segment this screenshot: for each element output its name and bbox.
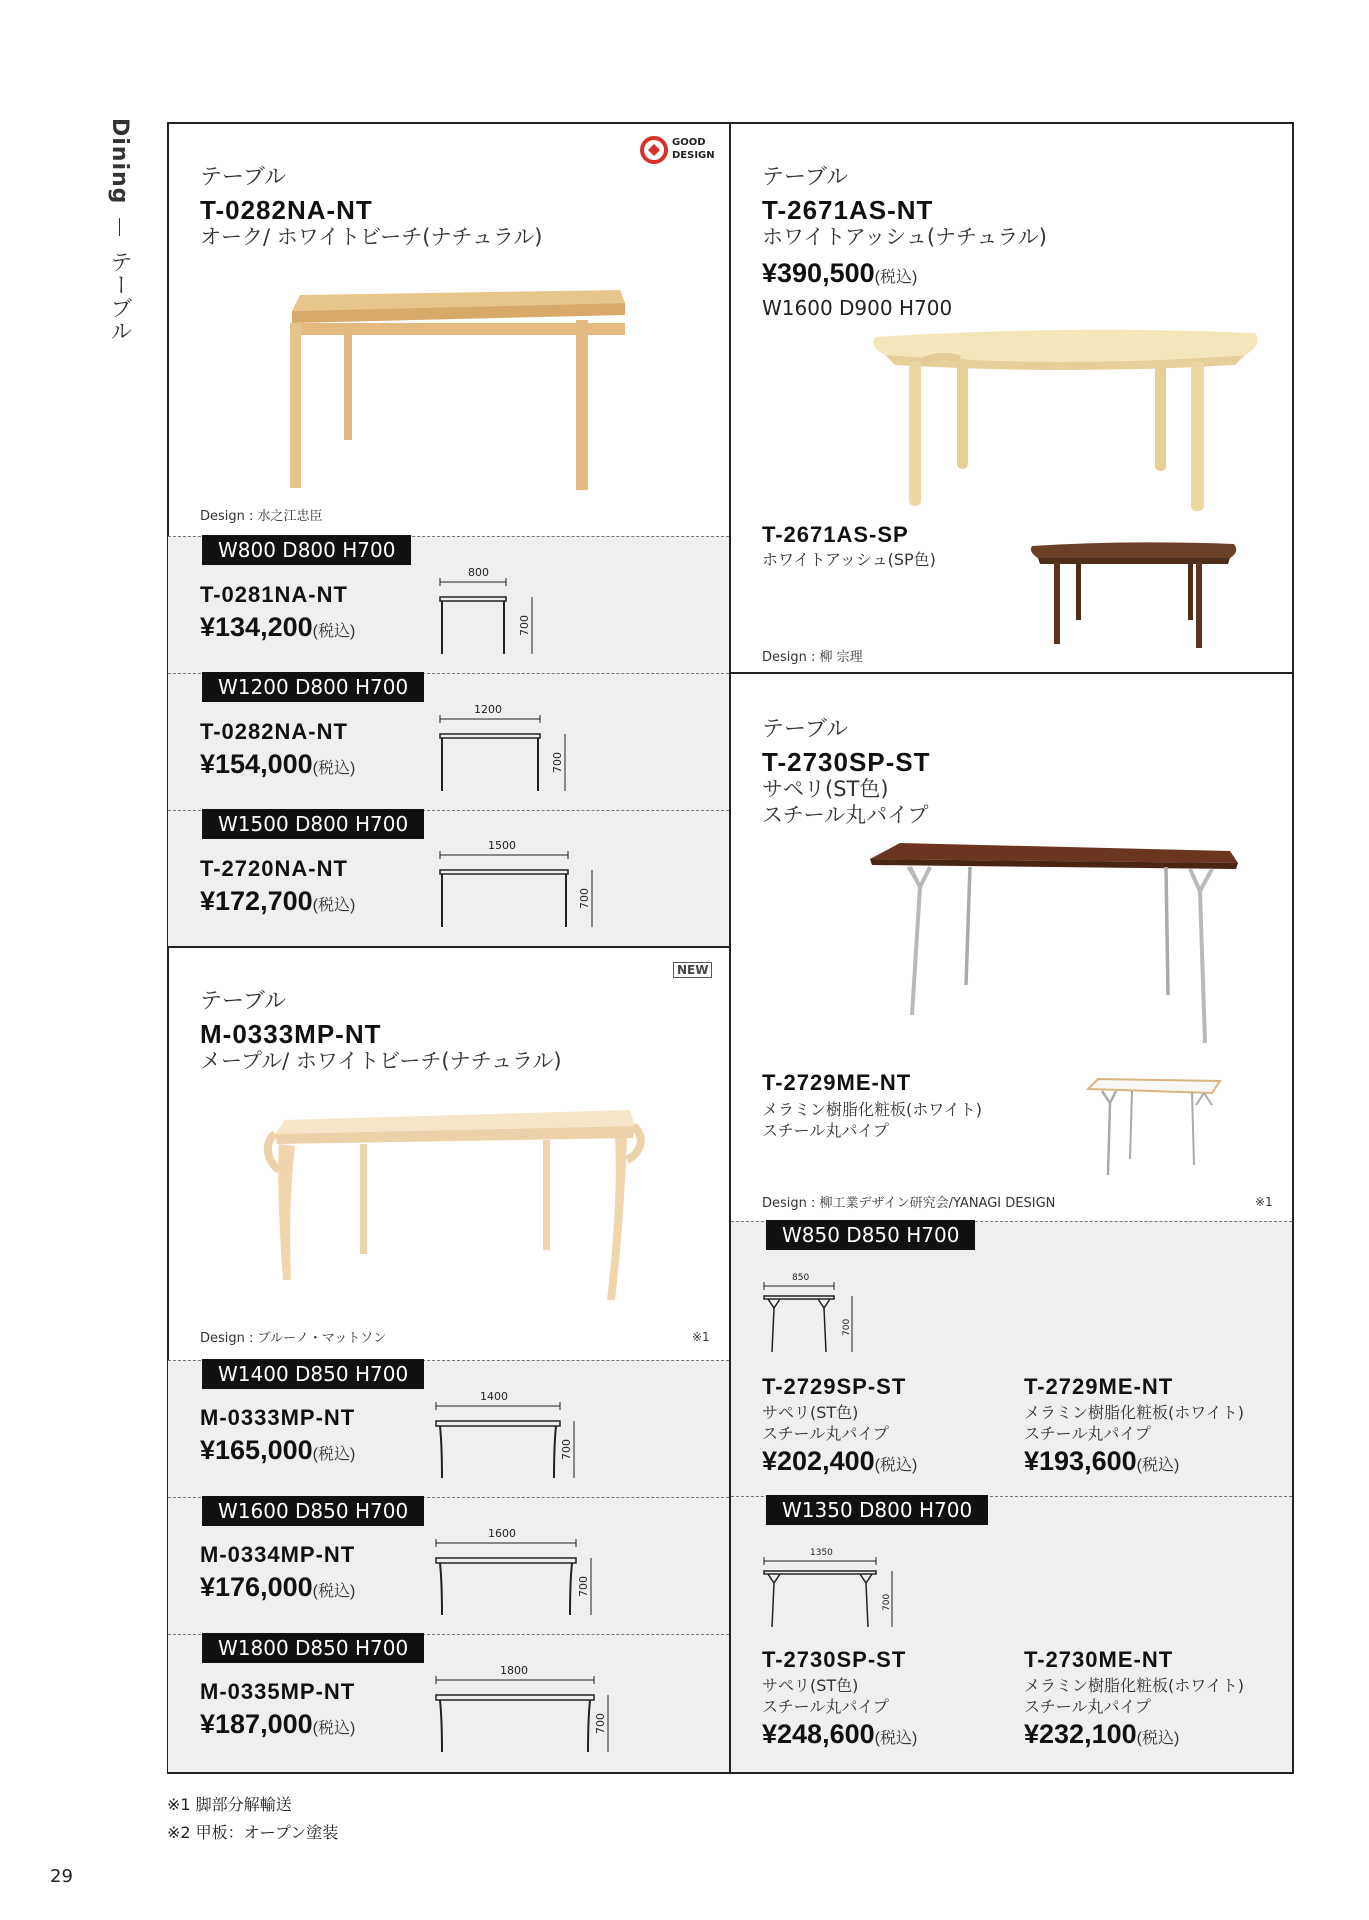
dimension-drawing [436, 1664, 616, 1760]
svg-text:700: 700 [594, 1713, 607, 1734]
dimension-drawing [436, 1527, 606, 1623]
row-price: ¥248,600(税込) [762, 1719, 918, 1749]
designer-credit: Design : 柳 宗理 [762, 650, 863, 665]
row-frame: スチール丸パイプ [762, 1697, 889, 1716]
footnote-1: ※1 脚部分解輸送 [167, 1795, 292, 1814]
walnut-table-image [1028, 540, 1248, 660]
page-number: 29 [50, 1866, 73, 1887]
product-model: T-2671AS-NT [762, 195, 934, 225]
svg-text:1600: 1600 [488, 1527, 516, 1540]
size-tag: W1600 D850 H700 [202, 1496, 424, 1526]
product-material: オーク/ ホワイトビーチ(ナチュラル) [200, 225, 543, 249]
footnote-ref: ※1 [1255, 1195, 1273, 1209]
variant-model: T-2671AS-SP [762, 522, 909, 547]
column-divider [729, 122, 731, 1774]
row-model: T-2720NA-NT [200, 856, 348, 881]
product-material: メープル/ ホワイトビーチ(ナチュラル) [200, 1049, 562, 1073]
right-section-divider [729, 672, 1294, 674]
row-price: ¥187,000(税込) [200, 1709, 356, 1739]
row-material: メラミン樹脂化粧板(ホワイト) [1024, 1403, 1245, 1422]
row-price: ¥165,000(税込) [200, 1435, 356, 1465]
new-badge: NEW [673, 962, 712, 978]
svg-text:700: 700 [518, 615, 531, 636]
ash-table-image [865, 325, 1265, 525]
row-price: ¥176,000(税込) [200, 1572, 356, 1602]
category-label: テーブル [200, 165, 287, 190]
row-model: T-0281NA-NT [200, 582, 348, 607]
badge-line-1: GOOD [672, 137, 706, 148]
dimension-drawing [764, 1548, 904, 1643]
row-model: T-2730ME-NT [1024, 1647, 1174, 1672]
designer-credit: Design : 水之江忠臣 [200, 509, 323, 524]
size-tag: W850 D850 H700 [766, 1220, 975, 1250]
row-model: M-0333MP-NT [200, 1405, 356, 1430]
svg-text:700: 700 [551, 752, 564, 773]
row-model: T-0282NA-NT [200, 719, 348, 744]
white-melamine-table-image [1088, 1075, 1228, 1185]
svg-text:700: 700 [842, 1318, 852, 1336]
side-label-dining: Dining [107, 118, 132, 205]
svg-text:700: 700 [882, 1593, 892, 1611]
row-price: ¥134,200(税込) [200, 612, 356, 642]
dimension-drawing [440, 839, 610, 935]
svg-text:1200: 1200 [474, 703, 502, 716]
size-tag: W1400 D850 H700 [202, 1359, 424, 1389]
size-tag: W1500 D800 H700 [202, 809, 424, 839]
svg-text:700: 700 [560, 1439, 573, 1460]
row-material: サペリ(ST色) [762, 1676, 859, 1695]
product-frame: スチール丸パイプ [762, 803, 929, 827]
dimension-drawing [440, 703, 580, 799]
badge-line-2: DESIGN [672, 150, 715, 161]
svg-text:800: 800 [468, 566, 489, 579]
category-label: テーブル [762, 165, 849, 190]
row-model: T-2730SP-ST [762, 1647, 907, 1672]
side-section-label [104, 118, 135, 342]
svg-text:700: 700 [578, 888, 591, 909]
oak-table-image [280, 275, 640, 495]
dimension-drawing [436, 1390, 586, 1486]
designer-credit: Design : ブルーノ・マットソン [200, 1331, 387, 1346]
sapele-table-image [870, 835, 1250, 1055]
row-frame: スチール丸パイプ [1024, 1697, 1151, 1716]
left-section-divider [167, 946, 731, 948]
svg-text:700: 700 [577, 1576, 590, 1597]
row-price: ¥193,600(税込) [1024, 1446, 1180, 1476]
variant-material: ホワイトアッシュ(SP色) [762, 550, 936, 569]
variant-model: T-2729ME-NT [762, 1070, 912, 1095]
product-model: M-0333MP-NT [200, 1019, 382, 1049]
product-dimensions: W1600 D900 H700 [762, 296, 953, 320]
row-price: ¥232,100(税込) [1024, 1719, 1180, 1749]
row-model: T-2729ME-NT [1024, 1374, 1174, 1399]
svg-text:1400: 1400 [480, 1390, 508, 1403]
product-model: T-2730SP-ST [762, 747, 931, 777]
size-tag: W1200 D800 H700 [202, 672, 424, 702]
row-material: メラミン樹脂化粧板(ホワイト) [1024, 1676, 1245, 1695]
product-model: T-0282NA-NT [200, 195, 373, 225]
size-tag: W800 D800 H700 [202, 535, 411, 565]
dimension-drawing [764, 1273, 874, 1368]
svg-text:850: 850 [792, 1273, 810, 1283]
designer-credit: Design : 柳工業デザイン研究会/YANAGI DESIGN [762, 1196, 1056, 1211]
row-price: ¥202,400(税込) [762, 1446, 918, 1476]
row-model: M-0334MP-NT [200, 1542, 356, 1567]
variant-material: メラミン樹脂化粧板(ホワイト) [762, 1100, 983, 1119]
category-label: テーブル [762, 717, 849, 742]
side-divider [119, 218, 120, 236]
row-price: ¥172,700(税込) [200, 886, 356, 916]
row-frame: スチール丸パイプ [762, 1424, 889, 1443]
row-material: サペリ(ST色) [762, 1403, 859, 1422]
row-price: ¥154,000(税込) [200, 749, 356, 779]
size-tag: W1800 D850 H700 [202, 1633, 424, 1663]
size-tag: W1350 D800 H700 [766, 1495, 988, 1525]
svg-text:1350: 1350 [810, 1548, 833, 1558]
row-frame: スチール丸パイプ [1024, 1424, 1151, 1443]
row-model: M-0335MP-NT [200, 1679, 356, 1704]
product-material: ホワイトアッシュ(ナチュラル) [762, 225, 1047, 249]
svg-text:1500: 1500 [488, 839, 516, 852]
side-label-table: テーブル [107, 250, 132, 343]
footnote-2: ※2 甲板：オープン塗装 [167, 1823, 339, 1842]
good-design-logo-icon [640, 136, 670, 166]
svg-text:1800: 1800 [500, 1664, 528, 1677]
row-model: T-2729SP-ST [762, 1374, 907, 1399]
footnote-ref: ※1 [692, 1330, 710, 1344]
maple-table-image [265, 1100, 645, 1320]
category-label: テーブル [200, 989, 287, 1014]
variant-frame: スチール丸パイプ [762, 1121, 889, 1140]
dimension-drawing [440, 566, 550, 662]
product-material: サペリ(ST色) [762, 777, 889, 801]
product-price: ¥390,500(税込) [762, 258, 918, 288]
